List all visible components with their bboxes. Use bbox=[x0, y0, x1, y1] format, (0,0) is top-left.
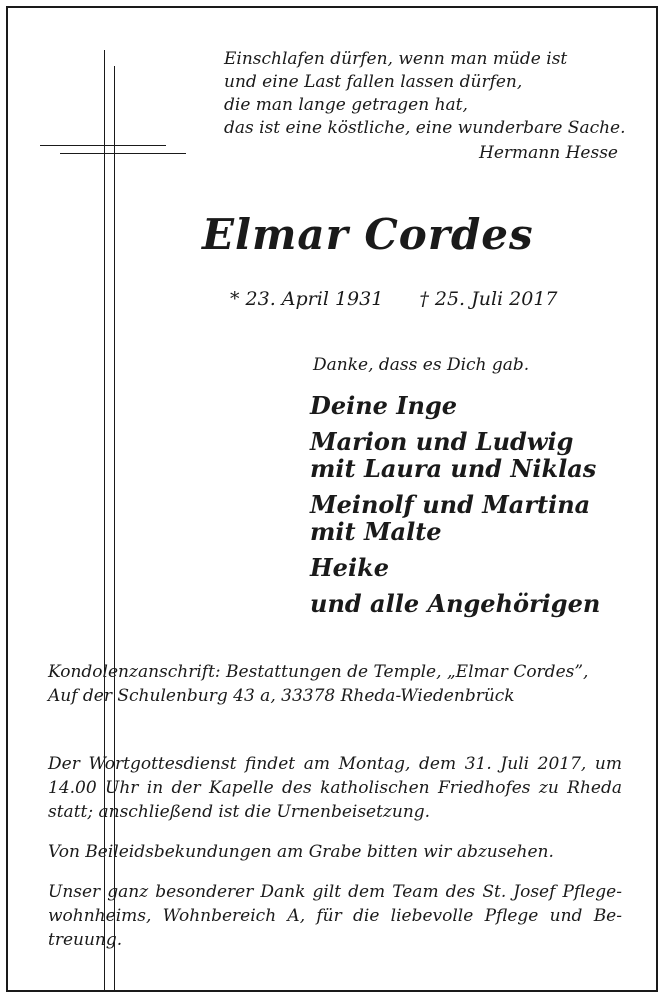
paragraph-line: treuung. bbox=[48, 930, 123, 950]
poem bbox=[224, 48, 624, 140]
mourner-entry bbox=[310, 392, 600, 419]
cross-horizontal-line-2 bbox=[60, 153, 186, 154]
cross-horizontal-line-1 bbox=[40, 145, 166, 146]
paragraph-line: Der Wortgottesdienst findet am Montag, dem 31. Juli 2017, um bbox=[48, 754, 622, 774]
mourner-line: Marion und Ludwig bbox=[310, 427, 574, 456]
birth-date: * 23. April 1931 bbox=[230, 288, 384, 310]
obituary-notice bbox=[6, 6, 658, 992]
mourner-line: Heike bbox=[310, 553, 389, 582]
mourner-line: Meinolf und Martina bbox=[310, 490, 591, 519]
mourner-entry bbox=[310, 554, 600, 581]
condolence-address bbox=[48, 660, 588, 708]
paragraph-line: statt; anschließend ist die Urnenbeisetzung. bbox=[48, 802, 431, 822]
mourner-entry bbox=[310, 590, 600, 617]
mourner-line: und alle Angehörigen bbox=[310, 589, 601, 618]
poem-line: das ist eine köstliche, eine wunderbare Sache. bbox=[224, 118, 626, 138]
mourner-line: Deine Inge bbox=[310, 391, 457, 420]
paragraph-line: 14.00 Uhr in der Kapelle des katholischen Friedhofes zu Rheda bbox=[48, 778, 622, 798]
paragraph-line: Unser ganz besonderer Dank gilt dem Team des St. Josef Pflege- bbox=[48, 882, 622, 902]
death-date: † 25. Juli 2017 bbox=[419, 288, 558, 310]
gratitude-paragraph bbox=[48, 880, 622, 952]
mourner-entry bbox=[310, 491, 600, 545]
poem-author: Hermann Hesse bbox=[479, 143, 618, 163]
life-dates bbox=[230, 288, 558, 310]
mourners-list bbox=[310, 392, 600, 626]
paragraph-line: Von Beileidsbekundungen am Grabe bitten wir abzusehen. bbox=[48, 842, 554, 862]
poem-line: Einschlafen dürfen, wenn man müde ist bbox=[224, 49, 568, 69]
condolence-request-paragraph bbox=[48, 840, 622, 864]
thanks-line: Danke, dass es Dich gab. bbox=[313, 355, 530, 375]
condolence-line: Auf der Schulenburg 43 a, 33378 Rheda-Wiedenbrück bbox=[48, 686, 515, 706]
mourner-line: mit Laura und Niklas bbox=[310, 454, 597, 483]
mourner-entry bbox=[310, 428, 600, 482]
condolence-line: Kondolenzanschrift: Bestattungen de Temple, „Elmar Cordes”, bbox=[48, 662, 589, 682]
poem-line: und eine Last fallen lassen dürfen, bbox=[224, 72, 523, 92]
deceased-name: Elmar Cordes bbox=[202, 210, 534, 259]
mourner-line: mit Malte bbox=[310, 517, 442, 546]
service-paragraph bbox=[48, 752, 622, 824]
poem-line: die man lange getragen hat, bbox=[224, 95, 468, 115]
paragraph-line: wohnheims, Wohnbereich A, für die liebevolle Pflege und Be- bbox=[48, 906, 622, 926]
